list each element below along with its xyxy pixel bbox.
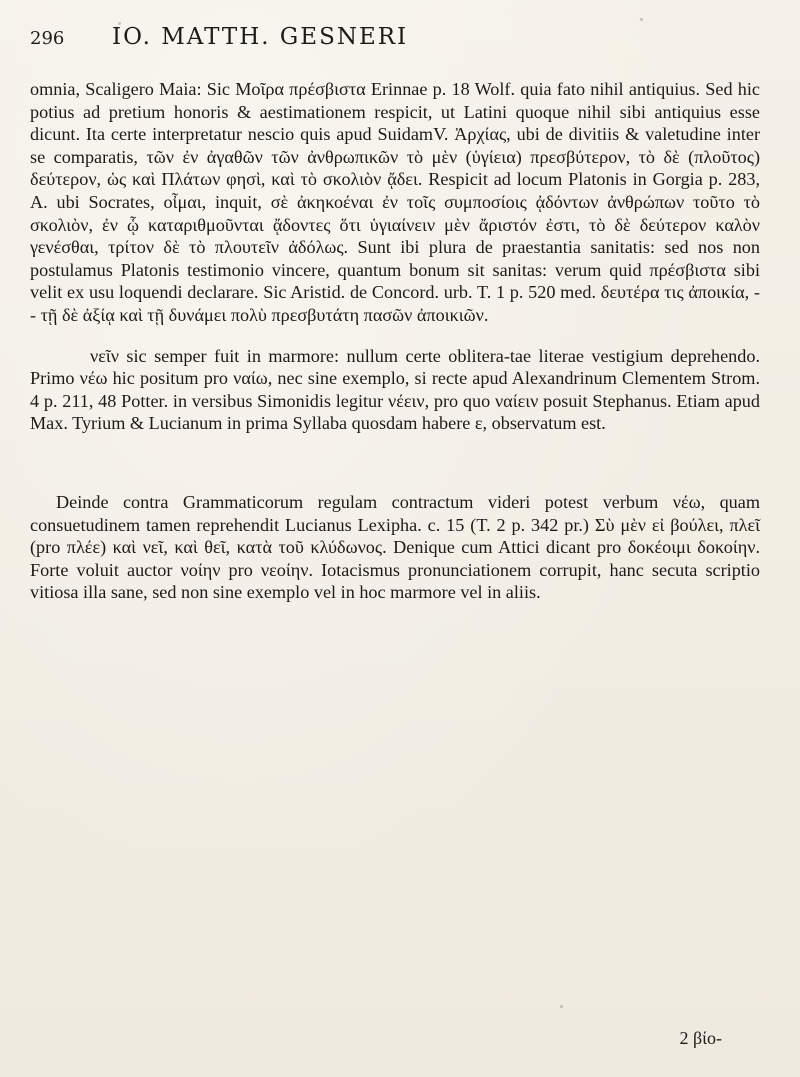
paragraph-commentary-contraction: Deinde contra Grammaticorum regulam contractum videri potest verbum νέω, quam consuetudinem tamen reprehendit Lucianus Lexipha. c. 15 (T. 2 p. 342 pr.) Σὺ μὲν εἰ βούλει, πλεῖ (pro πλέε) καὶ νεῖ, καὶ θεῖ, κατὰ τοῦ κλύδωνος. Denique cum Attici dicant pro δοκέοιμι δοκοίην. Forte voluit auctor νοίην pro νεοίην. Iotacismus pronunciationem corrupit, hanc secuta scriptio vitiosa illa sane, sed non sine exemplo vel in hoc marmore vel in aliis.: [30, 491, 760, 603]
page-number: 296: [30, 28, 65, 49]
paper-speck: [118, 22, 121, 25]
body-text: [30, 78, 760, 604]
paper-speck: [560, 1005, 563, 1008]
running-head: IO. MATTH. GESNERI: [112, 24, 409, 50]
paper-speck: [640, 18, 643, 21]
paper-speck: [210, 34, 213, 37]
catchword: 2 βίο-: [679, 1028, 722, 1048]
page-header: [30, 24, 750, 58]
paragraph-commentary-nein: νεῖν sic semper fuit in marmore: nullum certe oblitera-tae literae vestigium deprehendo. Primo νέω hic positum pro ναίω, nec sine exemplo, si recte apud Alexandrinum Clementem Strom. 4 p. 211, 48 Potter. in versibus Simonidis legitur νέειν, pro quo ναίειν posuit Stephanus. Etiam apud Max. Tyrium & Lucianum in prima Syllaba quosdam habere ε, observatum est.: [30, 345, 760, 434]
paragraph-commentary-maia: omnia, Scaligero Maia: Sic Μοῖρα πρέσβιστα Erinnae p. 18 Wolf. quia fato nihil antiquius. Sed hic potius ad pretium honoris & aestimationem respicit, ut Latini quoque nihil sibi antiquius esse dicunt. Ita certe interpretatur nescio quis apud SuidamV. Ἀρχίας, ubi de divitiis & valetudine inter se comparatis, τῶν ἐν ἀγαθῶν τῶν ἀνθρωπικῶν τὸ μὲν (ὑγίεια) πρεσβύτερον, τὸ δὲ (πλοῦτος) δεύτερον, ὡς καὶ Πλάτων φησὶ, καὶ τὸ σκολιὸν ᾄδει. Respicit ad locum Platonis in Gorgia p. 283, A. ubi Socrates, οἶμαι, inquit, σὲ ἀκηκοέναι ἐν τοῖς συμποσίοις ᾀδόντων ἀνθρώπων τοῦτο τὸ σκολιὸν, ἐν ᾧ καταριθμοῦνται ᾄδοντες ὅτι ὑγιαίνειν μὲν ἄριστόν ἐστι, τὸ δὲ δεύτερον καλὸν γενέσθαι, τρίτον δὲ τὸ πλουτεῖν ἀδόλως. Sunt ibi plura de praestantia sanitatis: sed nos non postulamus Platonis testimonio vincere, quantum bonum sit sanitas: verum quid πρέσβιστα sibi velit ex usu loquendi declarare. Sic Aristid. de Concord. urb. T. 1 p. 520 med. δευτέρα τις ἀποικία, -- τῇ δὲ ἀξίᾳ καὶ τῇ δυνάμει πολὺ πρεσβυτάτη πασῶν ἀποικιῶν.: [30, 79, 760, 325]
